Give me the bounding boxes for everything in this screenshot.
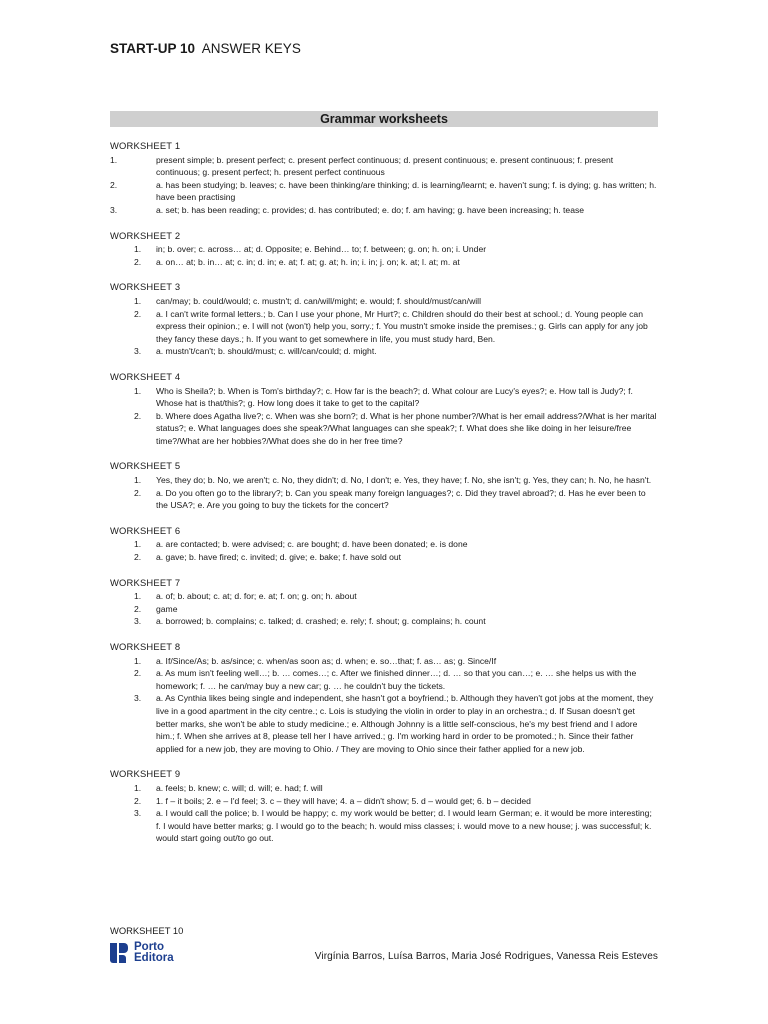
worksheet-title: WORKSHEET 7 xyxy=(110,576,181,588)
item-answers: a. set; b. has been reading; c. provides; d. has contributed; e. do; f. am having; g. have been increasing; h. tease xyxy=(156,204,585,215)
answer-item xyxy=(110,590,658,603)
item-number: 3. xyxy=(134,616,142,627)
next-worksheet-title: WORKSHEET 10 xyxy=(110,925,184,936)
item-number: 1. xyxy=(134,782,142,793)
worksheet-title: WORKSHEET 1 xyxy=(110,140,181,151)
item-answers: a. As mum isn't feeling well…; b. … comes…; c. After we finished dinner…; d. … so that you can…; e. … she helps us with the homework; f. … he can/may buy a new car; g. … he couldn't buy the tickets. xyxy=(156,668,637,691)
answer-item xyxy=(110,603,658,616)
item-number: 1. xyxy=(134,655,142,666)
item-answers: a. on… at; b. in… at; c. in; d. in; e. at; f. at; g. at; h. in; i. in; j. on; k. at; l. at; m. at xyxy=(156,256,460,267)
item-number: 3. xyxy=(134,808,142,819)
item-answers: a. borrowed; b. complains; c. talked; d. crashed; e. rely; f. shout; g. complains; h. count xyxy=(156,616,486,627)
answer-item xyxy=(110,385,658,410)
item-number: 2. xyxy=(134,668,142,679)
worksheet-section xyxy=(110,525,658,564)
worksheet-section xyxy=(110,140,658,217)
item-number: 3. xyxy=(134,346,142,357)
page-header xyxy=(110,41,301,56)
item-answers: a. If/Since/As; b. as/since; c. when/as soon as; d. when; e. so…that; f. as… as; g. Since/If xyxy=(156,655,497,666)
authors-credit: Virgínia Barros, Luísa Barros, Maria José Rodrigues, Vanessa Reis Esteves xyxy=(314,951,658,962)
worksheet-title: WORKSHEET 4 xyxy=(110,370,181,382)
item-answers: present simple; b. present perfect; c. present perfect continuous; d. present continuous; e. present continuous; f. present continuous; g. present perfect; h. present perfect continuous xyxy=(156,154,614,178)
answer-item xyxy=(110,667,658,692)
answer-item xyxy=(110,615,658,628)
item-answers: b. Where does Agatha live?; c. When was she born?; d. What is her phone number?/What is her email address?/What is her marital status?; e. What languages does she speak?/What languages can she speak?; f. What does she like doing in her leisure/free time?/What are her hobbies?/What does she do in her free time? xyxy=(156,410,657,446)
item-answers: a. mustn't/can't; b. should/must; c. will/can/could; d. might. xyxy=(156,346,377,357)
item-number: 3. xyxy=(110,204,118,215)
worksheet-title: WORKSHEET 2 xyxy=(110,229,181,241)
porto-editora-logo-icon xyxy=(108,941,130,965)
item-number: 3. xyxy=(134,693,142,704)
worksheet-section xyxy=(110,460,658,511)
item-answers: a. of; b. about; c. at; d. for; e. at; f. on; g. on; h. about xyxy=(156,591,357,602)
answer-item xyxy=(110,538,658,551)
item-answers: a. feels; b. knew; c. will; d. will; e. had; f. will xyxy=(156,782,323,793)
item-answers: Yes, they do; b. No, we aren't; c. No, they didn't; d. No, I don't; e. Yes, they have; f. No, she isn't; g. Yes, they can; h. No, he hasn't. xyxy=(156,475,652,486)
item-number: 2. xyxy=(134,795,142,806)
item-answers: in; b. over; c. across… at; d. Opposite; e. Behind… to; f. between; g. on; h. on; i. Under xyxy=(156,244,487,255)
item-answers: game xyxy=(156,603,178,614)
item-answers: can/may; b. could/would; c. mustn't; d. can/will/might; e. would; f. should/must/can/will xyxy=(156,295,482,306)
answer-item xyxy=(110,179,658,204)
answer-item xyxy=(110,410,658,448)
item-number: 1. xyxy=(134,475,142,486)
item-answers: a. I would call the police; b. I would be happy; c. my work would be better; d. I would learn German; e. it would be more interesting; f. I would have better marks; g. I would go to the beach; h. would miss classes; i. would move to a new house; j. was successful; k. would start going out/to go out. xyxy=(156,808,652,844)
item-answers: a. has been studying; b. leaves; c. have been thinking/are thinking; d. is learning/learnt; e. haven't sung; f. is dying; g. has written; h. have been practising xyxy=(156,179,657,203)
item-number: 1. xyxy=(110,154,118,165)
worksheet-section xyxy=(110,577,658,628)
answer-item xyxy=(110,782,658,795)
worksheets-list xyxy=(110,140,658,858)
header-subtitle: ANSWER KEYS xyxy=(201,41,301,56)
item-answers: a. gave; b. have fired; c. invited; d. give; e. bake; f. have sold out xyxy=(156,552,402,563)
item-answers: a. I can't write formal letters.; b. Can I use your phone, Mr Hurt?; c. Children should do their best at school.; d. Young people can express their opinion.; e. I will not (won't) help you, sorry.; f. You mustn't smoke inside the premises.; g. Girls can apply for any job they fancy these days.; h. If you want to get somewhere in life, you must study hard, Ben. xyxy=(156,308,648,344)
answer-item xyxy=(110,256,658,269)
item-number: 2. xyxy=(134,487,142,498)
answer-item xyxy=(110,243,658,256)
item-number: 1. xyxy=(134,244,142,255)
item-answers: a. Do you often go to the library?; b. Can you speak many foreign languages?; c. Did they travel abroad?; d. Has he ever been to the USA?; e. Are you going to buy the tickets for the concert? xyxy=(156,487,646,511)
answer-item xyxy=(110,154,658,179)
answer-item xyxy=(110,795,658,808)
answer-item xyxy=(110,308,658,346)
logo-text-porto: Porto xyxy=(134,941,165,953)
item-number: 2. xyxy=(134,256,142,267)
item-number: 1. xyxy=(134,295,142,306)
answer-item xyxy=(110,487,658,512)
item-number: 2. xyxy=(134,410,142,421)
worksheet-section xyxy=(110,768,658,845)
item-answers: Who is Sheila?; b. When is Tom's birthday?; c. How far is the beach?; d. What colour are Lucy's eyes?; e. How tall is Judy?; f. Whose hat is that/this?; g. How long does it take to get to the capital? xyxy=(156,385,633,409)
item-number: 2. xyxy=(110,179,118,190)
answer-item xyxy=(110,295,658,308)
item-number: 2. xyxy=(134,308,142,319)
series-title: START-UP 10 xyxy=(110,41,196,56)
publisher-logo xyxy=(108,941,174,965)
worksheet-title: WORKSHEET 3 xyxy=(110,281,181,293)
worksheet-title: WORKSHEET 5 xyxy=(110,460,181,472)
item-number: 1. xyxy=(134,539,142,550)
answer-item xyxy=(110,655,658,668)
item-number: 1. xyxy=(134,385,142,396)
item-answers: 1. f – it boils; 2. e – I'd feel; 3. c – they will have; 4. a – didn't show; 5. d – would get; 6. b – decided xyxy=(156,795,531,806)
item-number: 2. xyxy=(134,552,142,563)
worksheet-title: WORKSHEET 8 xyxy=(110,641,181,652)
logo-text-editora: Editora xyxy=(134,952,174,964)
worksheet-title: WORKSHEET 9 xyxy=(110,768,181,780)
item-answers: a. are contacted; b. were advised; c. are bought; d. have been donated; e. is done xyxy=(156,539,468,550)
item-number: 2. xyxy=(134,603,142,614)
answer-item xyxy=(110,204,658,217)
item-answers: a. As Cynthia likes being single and independent, she hasn't got a boyfriend.; b. Although they haven't got jobs at the moment, they live in a good apartment in the city centre.; c. Lois is studying the violin in order to play in an orchestra.; d. If Susan doesn't get better marks, she won't be able to study medicine.; e. Although Johnny is a little self-conscious, he's my best friend and I adore him.; f. When she arrives at 8, please tell her I have arrived.; g. I'm working hard in order to be promoted.; h. Since their father applied for a new job, they are moving to Ohio. / They are moving to Ohio since their father applied for a new job. xyxy=(156,693,654,754)
answer-item xyxy=(110,551,658,564)
worksheet-section xyxy=(110,641,658,755)
section-banner: Grammar worksheets xyxy=(110,111,658,127)
answer-item xyxy=(110,345,658,358)
answer-item xyxy=(110,474,658,487)
answer-item xyxy=(110,692,658,755)
item-number: 1. xyxy=(134,591,142,602)
worksheet-title: WORKSHEET 6 xyxy=(110,524,181,536)
worksheet-section xyxy=(110,281,658,358)
answer-item xyxy=(110,807,658,845)
worksheet-section xyxy=(110,230,658,269)
worksheet-section xyxy=(110,371,658,448)
